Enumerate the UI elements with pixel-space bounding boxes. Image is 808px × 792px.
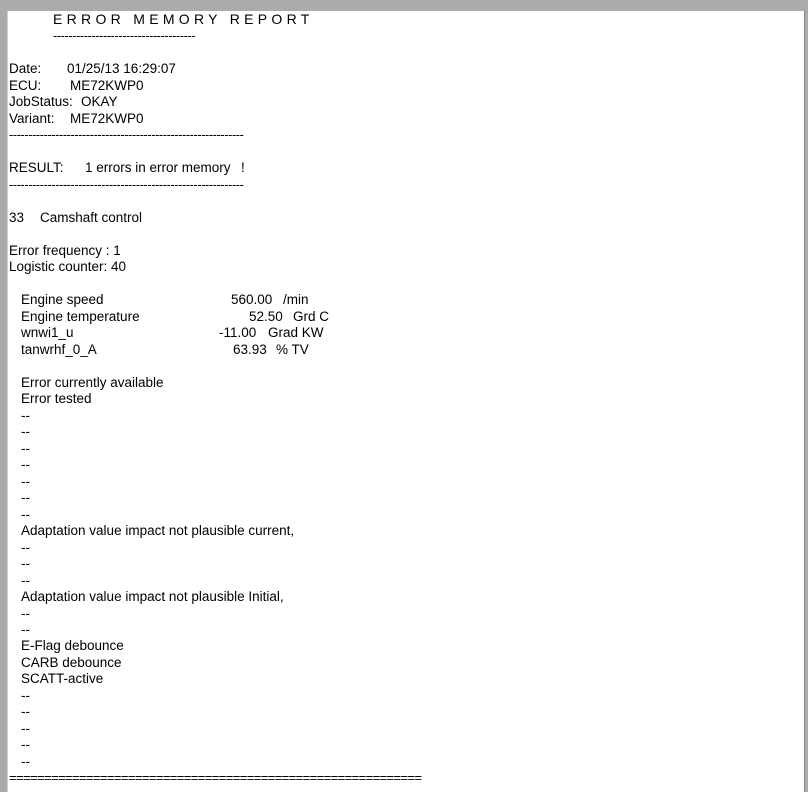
env-name: wnwi1_u bbox=[21, 325, 74, 340]
ecu-value: ME72KWP0 bbox=[70, 78, 144, 93]
env-name: Engine speed bbox=[21, 292, 104, 307]
status-line: -- bbox=[21, 490, 30, 505]
env-unit: % TV bbox=[276, 342, 309, 357]
logistic-counter: Logistic counter: 40 bbox=[9, 259, 127, 274]
env-value: 560.00 bbox=[231, 292, 273, 307]
report-page bbox=[7, 11, 805, 792]
result-mark: ! bbox=[241, 160, 245, 175]
status-line: E-Flag debounce bbox=[21, 638, 124, 653]
ecu-label: ECU: bbox=[9, 78, 42, 93]
status-line: -- bbox=[21, 754, 30, 769]
status-line: -- bbox=[21, 737, 30, 752]
status-line: -- bbox=[21, 688, 30, 703]
status-line: SCATT-active bbox=[21, 671, 104, 686]
env-value: 52.50 bbox=[249, 309, 283, 324]
separator-2: ------------------------------------------------------------- bbox=[9, 178, 244, 192]
result-text: 1 errors in error memory bbox=[85, 160, 231, 175]
status-line: -- bbox=[21, 540, 30, 555]
status-line: -- bbox=[21, 474, 30, 489]
env-value: -11.00 bbox=[219, 325, 257, 340]
status-line: Adaptation value impact not plausible current, bbox=[21, 523, 295, 538]
status-line: -- bbox=[21, 408, 30, 423]
env-value: 63.93 bbox=[233, 342, 267, 357]
env-unit: /min bbox=[283, 292, 309, 307]
status-line: -- bbox=[21, 441, 30, 456]
status-line: -- bbox=[21, 556, 30, 571]
env-name: Engine temperature bbox=[21, 309, 140, 324]
status-line: Error currently available bbox=[21, 375, 164, 390]
variant-value: ME72KWP0 bbox=[70, 111, 144, 126]
env-unit: Grd C bbox=[293, 309, 330, 324]
jobstatus-label: JobStatus: bbox=[9, 94, 73, 109]
date-value: 01/25/13 16:29:07 bbox=[67, 61, 176, 76]
status-line: -- bbox=[21, 606, 30, 621]
env-unit: Grad KW bbox=[268, 325, 324, 340]
status-line: Adaptation value impact not plausible Initial, bbox=[21, 589, 284, 604]
result-label: RESULT: bbox=[9, 160, 64, 175]
report-title: ERROR MEMORY REPORT bbox=[53, 11, 314, 27]
status-line: -- bbox=[21, 573, 30, 588]
separator-1: ------------------------------------------------------------- bbox=[9, 128, 244, 142]
variant-label: Variant: bbox=[9, 111, 55, 126]
jobstatus-value: OKAY bbox=[81, 94, 118, 109]
status-line: -- bbox=[21, 704, 30, 719]
end-rule: =========================================================== bbox=[9, 770, 422, 785]
status-line: -- bbox=[21, 424, 30, 439]
error-frequency: Error frequency : 1 bbox=[9, 243, 121, 258]
error-code: 33 bbox=[9, 210, 25, 225]
status-line: CARB debounce bbox=[21, 655, 122, 670]
status-line: -- bbox=[21, 622, 30, 637]
date-label: Date: bbox=[9, 61, 42, 76]
status-line: -- bbox=[21, 507, 30, 522]
env-name: tanwrhf_0_A bbox=[21, 342, 97, 357]
status-line: -- bbox=[21, 457, 30, 472]
title-underline: ------------------------------------- bbox=[53, 29, 196, 43]
error-name: Camshaft control bbox=[40, 210, 143, 225]
status-line: -- bbox=[21, 721, 30, 736]
status-line: Error tested bbox=[21, 391, 92, 406]
